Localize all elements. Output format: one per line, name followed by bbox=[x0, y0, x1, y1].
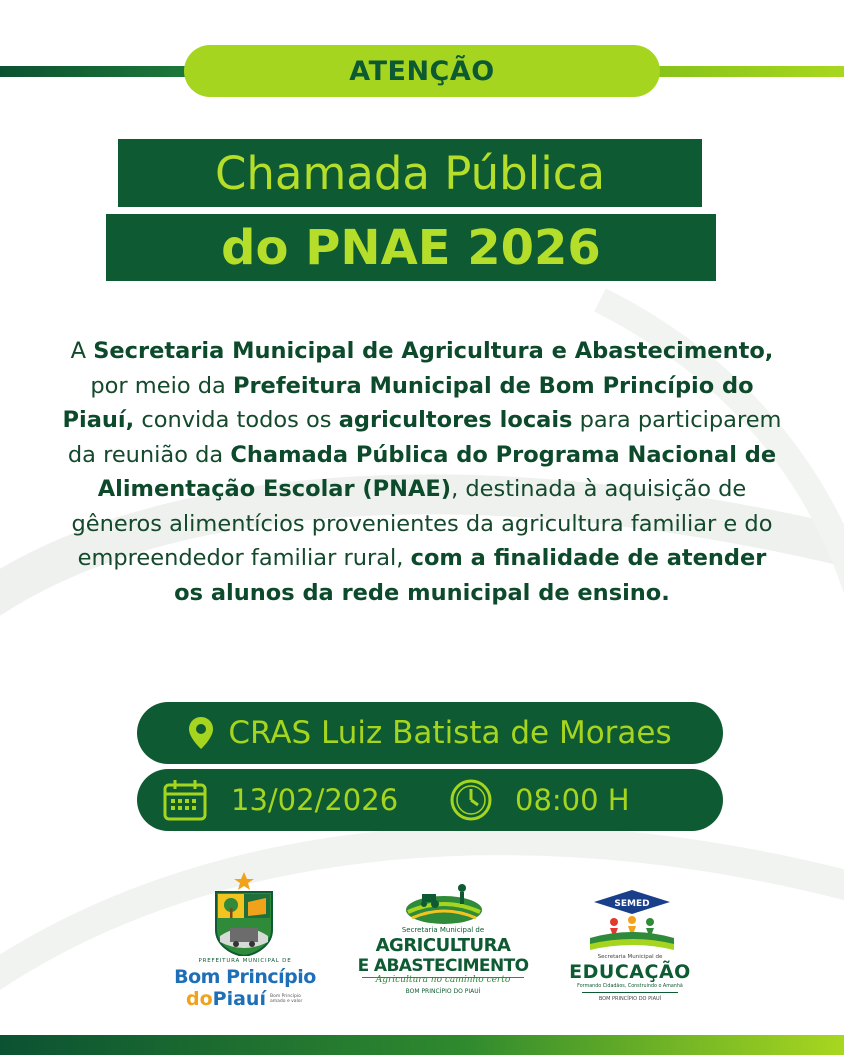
prefeitura-name-piaui: Piauí bbox=[212, 988, 266, 1010]
top-line-right bbox=[650, 66, 844, 77]
date-text: 13/02/2026 bbox=[231, 783, 399, 817]
text-segment: para participarem da reunião da bbox=[67, 407, 782, 468]
prefeitura-top-text: PREFEITURA MUNICIPAL DE bbox=[198, 958, 292, 964]
text-segment: A bbox=[70, 338, 94, 364]
coat-of-arms-icon bbox=[212, 872, 276, 956]
title-line2-box bbox=[106, 214, 716, 281]
text-segment-bold: agricultores locais bbox=[338, 407, 573, 433]
text-segment-bold: Prefeitura Municipal de Bom Princípio do Piauí, bbox=[62, 372, 754, 433]
text-segment-bold: com a finalidade de atender os alunos da rede municipal de ensino. bbox=[174, 545, 767, 606]
time-group bbox=[449, 769, 630, 831]
agricultura-place: BOM PRINCÍPIO DO PIAUÍ bbox=[405, 988, 481, 995]
prefeitura-name-line1: Bom Princípio bbox=[174, 966, 316, 988]
top-line-left bbox=[0, 66, 200, 77]
educacao-place: BOM PRINCÍPIO DO PIAUÍ bbox=[598, 996, 662, 1002]
datetime-pill bbox=[137, 769, 723, 831]
agricultura-name-line1: AGRICULTURA bbox=[375, 935, 511, 956]
bottom-bar bbox=[0, 1035, 844, 1055]
text-segment: convida todos os bbox=[134, 407, 339, 433]
announcement-text bbox=[60, 334, 784, 610]
text-segment: por meio da bbox=[90, 372, 233, 399]
prefeitura-tagline: Bom Princípio amado e valor bbox=[270, 994, 303, 1004]
agricultura-slogan: Agricultura no caminho certo bbox=[375, 975, 511, 985]
educacao-logo bbox=[560, 888, 700, 1008]
attention-label: ATENÇÃO bbox=[349, 55, 495, 87]
educacao-name: EDUCAÇÃO bbox=[569, 961, 691, 983]
attention-banner bbox=[184, 45, 660, 97]
date-group bbox=[163, 769, 398, 831]
educacao-slogan: Formando Cidadãos, Construindo o Amanhã bbox=[577, 984, 683, 989]
farm-landscape-icon bbox=[404, 880, 484, 926]
text-segment-bold: Chamada Pública do Programa Nacional de Alimentação Escolar (PNAE) bbox=[97, 441, 777, 502]
title-line1: Chamada Pública bbox=[214, 146, 606, 200]
agricultura-logo bbox=[352, 880, 534, 1000]
agricultura-name-line2: E ABASTECIMENTO bbox=[357, 956, 529, 976]
text-segment: , destinada à aquisição de gêneros alimentícios provenientes da agricultura familiar e do empreendedor familiar rural, bbox=[71, 476, 773, 571]
location-pill bbox=[137, 702, 723, 764]
educacao-top-text: Secretaria Municipal de bbox=[597, 954, 663, 960]
prefeitura-name-do: do bbox=[186, 988, 213, 1010]
calendar-icon bbox=[163, 779, 207, 821]
educacao-divider bbox=[582, 992, 678, 993]
title-line1-box bbox=[118, 139, 702, 207]
time-text: 08:00 H bbox=[515, 783, 630, 817]
clock-icon bbox=[449, 778, 493, 822]
location-text: CRAS Luiz Batista de Moraes bbox=[228, 715, 672, 751]
semed-badge-text: SEMED bbox=[614, 899, 650, 909]
map-pin-icon bbox=[188, 716, 214, 750]
prefeitura-logo bbox=[170, 872, 320, 1012]
agricultura-top-text: Secretaria Municipal de bbox=[401, 926, 485, 934]
title-line2: do PNAE 2026 bbox=[221, 219, 601, 276]
school-book-icon bbox=[584, 888, 680, 952]
text-segment-bold: Secretaria Municipal de Agricultura e Abastecimento, bbox=[93, 338, 774, 364]
